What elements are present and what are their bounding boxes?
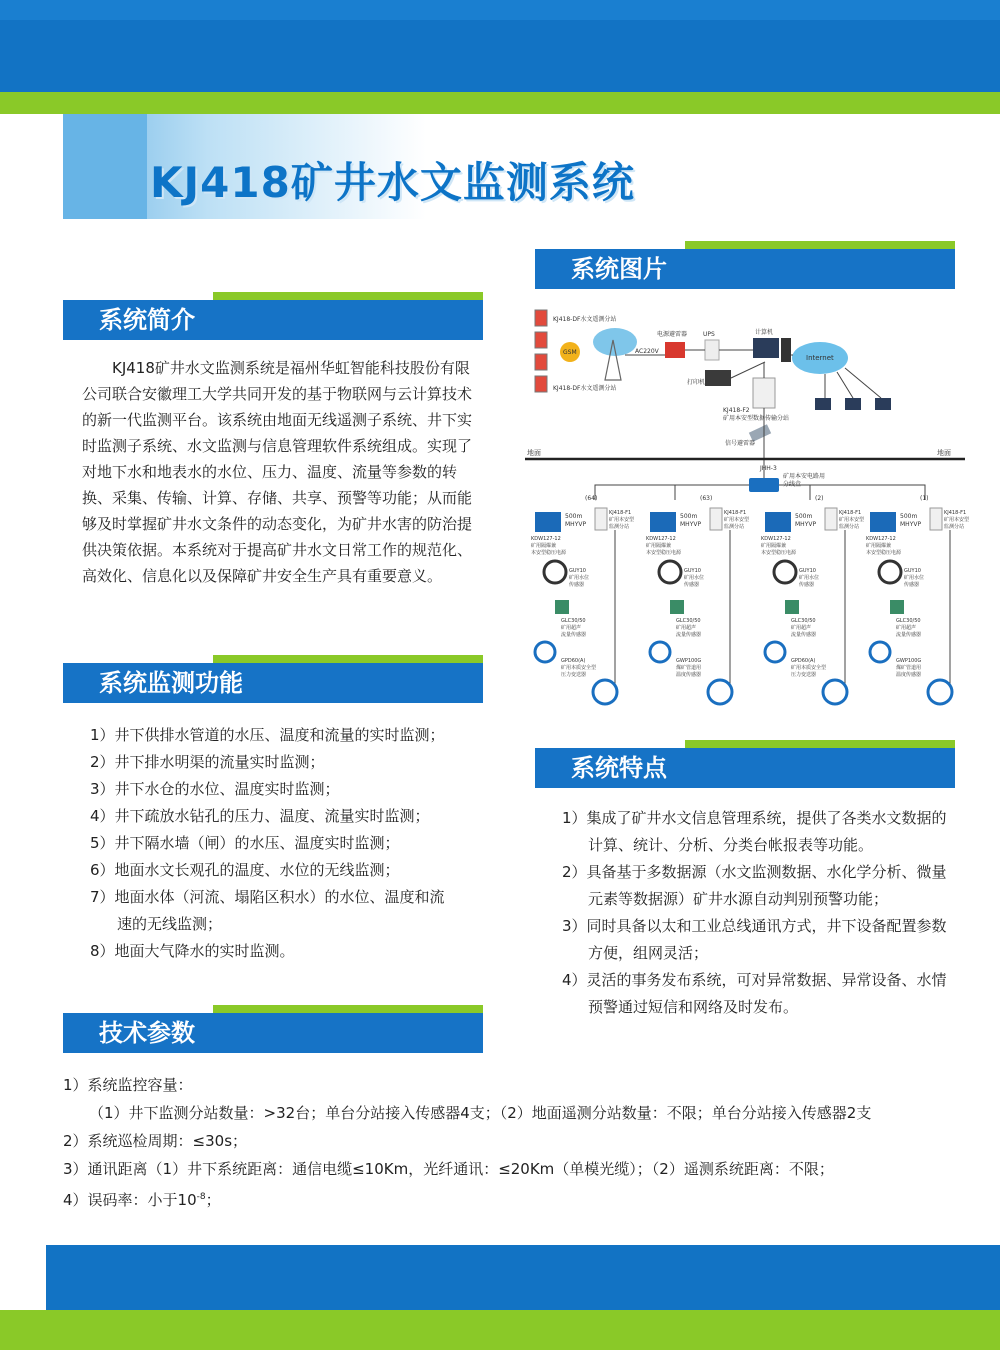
flow-sensor-icon [890,600,904,614]
section-functions-heading: 系统监测功能 [99,669,243,697]
branch [531,495,634,704]
sensor-c-label-3: 压力变送器 [791,672,817,678]
transmission-label-2: 矿用本安型数据传输分站 [723,415,790,422]
list-item: 速的无线监测； [117,915,223,933]
list-item: 8）地面大气降水的实时监测。 [90,942,295,960]
params-text [63,1071,993,1214]
sensor-c-label-3: 温度传感器 [676,672,702,678]
power-label-3: 本安型稳压电源 [761,550,797,556]
section-features-header [535,740,955,780]
param-line-ber [63,1183,993,1214]
power-label: KDW127-12 [761,536,791,542]
cable-coil-icon [823,680,847,704]
computer-icon [753,338,779,358]
sensor-b-label-2: 矿用超声 [896,625,917,631]
sensor-a-label-3: 传感器 [904,582,920,588]
section-picture-header [535,241,955,281]
water-level-sensor-icon [879,561,901,583]
computer-label: 计算机 [755,329,774,336]
branch-number: (63) [700,495,713,502]
internet-label: Internet [806,354,834,362]
sensor-b-label: GLC30/50 [676,618,701,624]
sensor-a-label: GUY10 [799,568,816,574]
sensor-b-label-2: 矿用超声 [561,625,582,631]
list-item: 5）井下隔水墙（闸）的水压、温度实时监测； [90,834,400,852]
cable-type: MHYVP [565,521,587,528]
list-item: 2）井下排水明渠的流量实时监测； [90,753,325,771]
pressure-sensor-icon [535,642,555,662]
sensor-c-label: GWP100G [896,658,922,664]
list-item: 1）集成了矿井水文信息管理系统，提供了各类水文数据的计算、统计、分析、分类台帐报表等功能。 [562,809,947,854]
power-label-2: 矿用隔爆兼 [761,543,787,549]
branch [866,495,969,704]
signal-surge-label: 信号避雷器 [725,440,756,447]
ups-icon [705,340,719,360]
bottom-banner [46,1245,1000,1310]
sensor-a-label: GUY10 [684,568,701,574]
sensor-b-label: GLC30/50 [896,618,921,624]
intro-paragraph: KJ418矿井水文监测系统是福州华虹智能科技股份有限公司联合安徽理工大学共同开发的基于物联网与云计算技术的新一代监测平台。该系统由地面无线遥测子系统、井下实时监测子系统、水文监测与信息管理软件系统组成。实现了对地下水和地表水的水位、压力、温度、流量等参数的转换、采集、传输、计算、存储、共享、预警等功能；从而能够及时掌握矿井水文条件的动态变化，为矿井水害的防治提供决策依据。本系统对于提高矿井水文日常工作的规范化、高效化、信息化以及保障矿井安全生产具有重要意义。 [82,359,473,585]
pressure-sensor-icon [765,642,785,662]
page-title: KJ418矿井水文监测系统 [150,158,635,207]
cable-type: MHYVP [900,521,922,528]
monitor-station-icon [825,508,837,530]
water-level-sensor-icon [774,561,796,583]
sensor-a-label: GUY10 [904,568,921,574]
station-label-3: 监测分站 [724,524,745,530]
station-label: KJ418-F1 [724,510,747,516]
ber-prefix: 4）误码率：小于10 [63,1191,197,1209]
sensor-a-label-2: 矿用水位 [904,575,925,581]
cable-length: 500m [795,513,813,520]
section-params-heading: 技术参数 [99,1019,195,1047]
cable-coil-icon [928,680,952,704]
station-label: KJ418-F1 [944,510,967,516]
monitor-station-icon [930,508,942,530]
sensor-a-label-2: 矿用水位 [684,575,705,581]
sensor-a-label-2: 矿用水位 [799,575,820,581]
system-diagram [525,300,970,720]
list-item: 4）灵活的事务发布系统，可对异常数据、异常设备、水情预警通过短信和网络及时发布。 [562,971,947,1016]
list-item: 3）同时具备以太和工业总线通讯方式，井下设备配置参数方便，组网灵活； [562,917,947,962]
sensor-a-label-3: 传感器 [569,582,585,588]
station-label-3: 监测分站 [609,524,630,530]
cable-type: MHYVP [680,521,702,528]
ground-right-label: 地面 [937,449,951,457]
remote-station-top-label: KJ418-DF水文遥测分站 [553,316,617,323]
power-label-3: 本安型稳压电源 [866,550,902,556]
sensor-b-label-3: 流量传感器 [676,632,702,638]
sensor-c-label-2: 煤矿管道用 [676,665,702,671]
station-label-2: 矿用本安型 [839,517,865,523]
section-picture-heading: 系统图片 [571,255,667,283]
list-item: 1）井下供排水管道的水压、温度和流量的实时监测； [90,726,445,744]
sensor-b-label-2: 矿用超声 [676,625,697,631]
param-line: 3）通讯距离（1）井下系统距离：通信电缆≤10Km，光纤通讯：≤20Km（单模光缆）；（2）遥测系统距离：不限； [63,1160,834,1178]
list-item: 2）具备基于多数据源（水文监测数据、水化学分析、微量元素等数据源）矿井水源自动判别预警功能； [562,863,947,908]
section-intro-header [63,292,483,332]
junction-box-icon [749,478,779,492]
flow-sensor-icon [670,600,684,614]
sensor-c-label-2: 矿用本质安全型 [791,665,827,671]
station-label-3: 监测分站 [944,524,965,530]
branch [761,495,864,704]
cable-length: 500m [565,513,583,520]
transmission-station-icon [753,378,775,408]
list-item: 6）地面水文长观孔的温度、水位的无线监测； [90,861,400,879]
transmission-label: KJ418-F2 [723,407,750,414]
branch-group [531,495,969,704]
power-label-3: 本安型稳压电源 [531,550,567,556]
remote-pc-icon [875,398,891,410]
param-line: 1）系统监控容量： [63,1076,193,1094]
power-label: KDW127-12 [531,536,561,542]
water-level-sensor-icon [544,561,566,583]
remote-pc-icon [845,398,861,410]
cable-type: MHYVP [795,521,817,528]
top-banner-light [0,0,1000,20]
list-item: 3）井下水仓的水位、温度实时监测； [90,780,340,798]
sensor-c-label: GWP100G [676,658,702,664]
station-label: KJ418-F1 [839,510,862,516]
power-supply-icon [650,512,676,532]
ups-label: UPS [703,331,715,338]
branch-number: (2) [815,495,824,502]
flow-sensor-icon [555,600,569,614]
power-supply-icon [765,512,791,532]
ber-suffix: ； [205,1191,221,1209]
power-label: KDW127-12 [646,536,676,542]
ber-exponent: -8 [196,1192,206,1202]
branch-number: (64) [585,495,598,502]
pressure-sensor-icon [870,642,890,662]
surge-protector-icon [665,342,685,358]
flow-sensor-icon [785,600,799,614]
surge-label: 电源避雷器 [657,331,688,338]
branch [646,495,749,704]
power-supply-icon [535,512,561,532]
gsm-tower-icon [593,328,637,380]
features-list [562,805,960,1021]
sensor-c-label: GPD60(A) [561,658,586,664]
power-label: KDW127-12 [866,536,896,542]
cable-coil-icon [593,680,617,704]
station-label-2: 矿用本安型 [724,517,750,523]
sensor-c-label-3: 温度传感器 [896,672,922,678]
param-line: （1）井下监测分站数量：>32台；单台分站接入传感器4支；（2）地面遥测分站数量：不限；单台分站接入传感器2支 [89,1104,872,1122]
station-label-3: 监测分站 [839,524,860,530]
printer-icon [705,370,731,386]
section-features-heading: 系统特点 [571,754,667,782]
remote-station-bottom-label: KJ418-DF水文遥测分站 [553,385,617,392]
power-label-2: 矿用隔爆兼 [866,543,892,549]
monitor-station-icon [595,508,607,530]
gsm-label: GSM [563,349,577,356]
title-accent-block [63,114,147,219]
bottom-green-stripe [0,1310,1000,1350]
list-item: 4）井下疏放水钻孔的压力、温度、流量实时监测； [90,807,430,825]
ground-left-label: 地面 [527,449,541,457]
top-green-stripe [0,92,1000,114]
sensor-b-label: GLC30/50 [791,618,816,624]
junction-label: JHH-3 [760,465,777,472]
sensor-a-label-3: 传感器 [799,582,815,588]
power-label-2: 矿用隔爆兼 [646,543,672,549]
junction-label-2: 矿用本安电路用 [783,473,826,480]
cable-length: 500m [680,513,698,520]
sensor-c-label-2: 矿用本质安全型 [561,665,597,671]
water-level-sensor-icon [659,561,681,583]
remote-pc-icon [815,398,831,410]
section-params-header [63,1005,483,1045]
cable-length: 500m [900,513,918,520]
sensor-b-label-3: 流量传感器 [896,632,922,638]
printer-label: 打印机 [687,379,706,386]
cable-coil-icon [708,680,732,704]
junction-label-3: 分线盒 [783,481,802,488]
sensor-b-label-3: 流量传感器 [561,632,587,638]
list-item: 7）地面水体（河流、塌陷区积水）的水位、温度和流 [90,888,445,906]
section-intro-heading: 系统简介 [99,306,195,334]
sensor-b-label-2: 矿用超声 [791,625,812,631]
sensor-c-label-3: 压力变送器 [561,672,587,678]
sensor-a-label-3: 传感器 [684,582,700,588]
power-label-3: 本安型稳压电源 [646,550,682,556]
power-supply-icon [870,512,896,532]
sensor-a-label: GUY10 [569,568,586,574]
power-label-2: 矿用隔爆兼 [531,543,557,549]
param-line: 2）系统巡检周期：≤30s； [63,1132,248,1150]
sensor-c-label-2: 煤矿管道用 [896,665,922,671]
section-functions-header [63,655,483,695]
sensor-c-label: GPD60(A) [791,658,816,664]
pressure-sensor-icon [650,642,670,662]
branch-number: (1) [920,495,929,502]
station-label-2: 矿用本安型 [609,517,635,523]
station-label: KJ418-F1 [609,510,632,516]
sensor-b-label-3: 流量传感器 [791,632,817,638]
sensor-a-label-2: 矿用水位 [569,575,590,581]
ac-label: AC220V [635,348,659,355]
monitor-station-icon [710,508,722,530]
station-label-2: 矿用本安型 [944,517,970,523]
sensor-b-label: GLC30/50 [561,618,586,624]
intro-text [82,355,482,589]
functions-list [90,722,490,965]
